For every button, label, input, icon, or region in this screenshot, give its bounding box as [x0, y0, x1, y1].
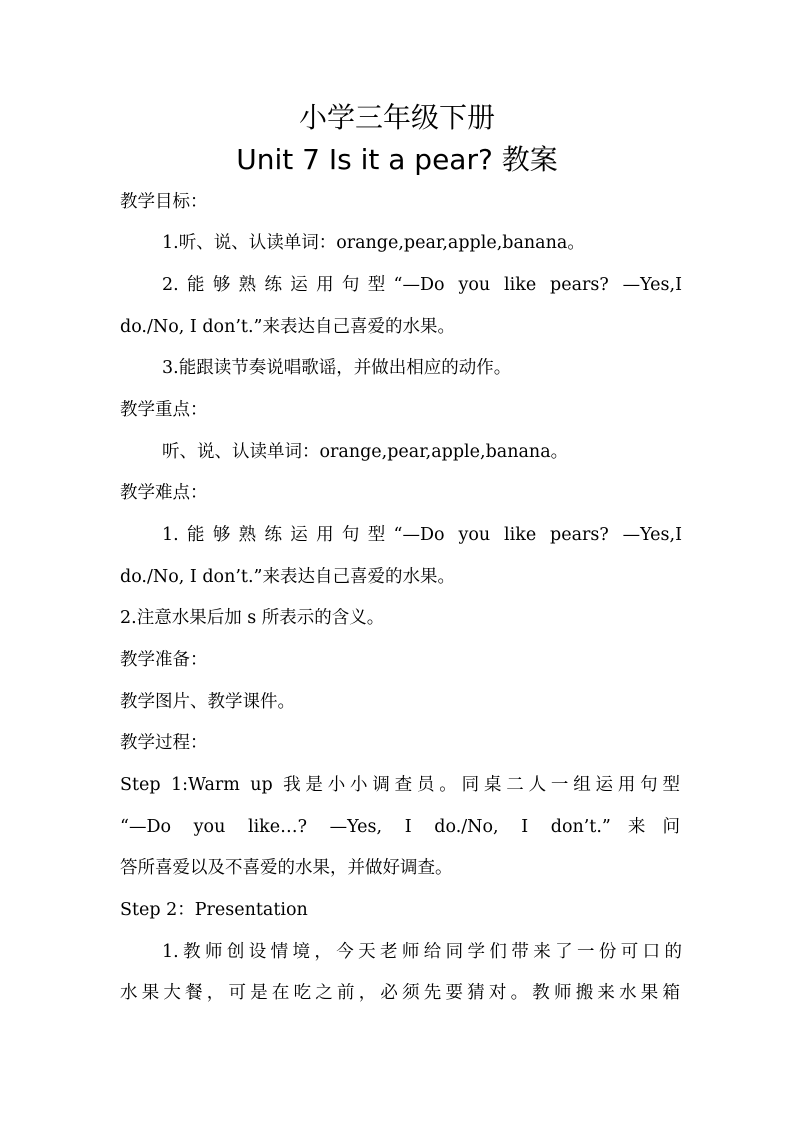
- heading-key-points: 教学重点：: [120, 400, 208, 420]
- step-2-item-1-line-1: 1.教师创设情境，今天老师给同学们带来了一份可口的: [162, 942, 682, 962]
- objective-2-line-1: 2.能够熟练运用句型“—Do you like pears? —Yes,I: [162, 275, 682, 295]
- step-2-heading: Step 2：Presentation: [120, 900, 308, 920]
- step-1-line-3: 答所喜爱以及不喜爱的水果，并做好调查。: [120, 858, 453, 878]
- objective-1: 1.听、说、认读单词：orange,pear,apple,banana。: [162, 233, 585, 253]
- objective-3: 3.能跟读节奏说唱歌谣，并做出相应的动作。: [162, 358, 512, 378]
- step-2-item-1-line-2: 水果大餐，可是在吃之前，必须先要猜对。教师搬来水果箱: [120, 983, 680, 1003]
- document-title: 小学三年级下册: [298, 101, 495, 134]
- heading-teaching-process: 教学过程：: [120, 733, 208, 753]
- document-subtitle: Unit 7 Is it a pear? 教案: [236, 143, 558, 176]
- difficult-point-1-line-2: do./No, I don’t.”来表达自己喜爱的水果。: [120, 567, 455, 587]
- heading-preparation: 教学准备：: [120, 650, 208, 670]
- difficult-point-1-line-1: 1.能够熟练运用句型“—Do you like pears? —Yes,I: [162, 525, 682, 545]
- heading-difficult-points: 教学难点：: [120, 483, 208, 503]
- difficult-point-2: 2.注意水果后加 s 所表示的含义。: [120, 608, 385, 628]
- key-point-1: 听、说、认读单词：orange,pear,apple,banana。: [162, 442, 569, 462]
- preparation-items: 教学图片、教学课件。: [120, 692, 295, 712]
- step-1-line-2: “—Do you like…? —Yes, I do./No, I don’t.”来问: [120, 817, 680, 837]
- step-1-line-1: Step 1:Warm up 我是小小调查员。同桌二人一组运用句型: [120, 775, 680, 795]
- objective-2-line-2: do./No, I don’t.”来表达自己喜爱的水果。: [120, 317, 455, 337]
- heading-teaching-objectives: 教学目标：: [120, 192, 208, 212]
